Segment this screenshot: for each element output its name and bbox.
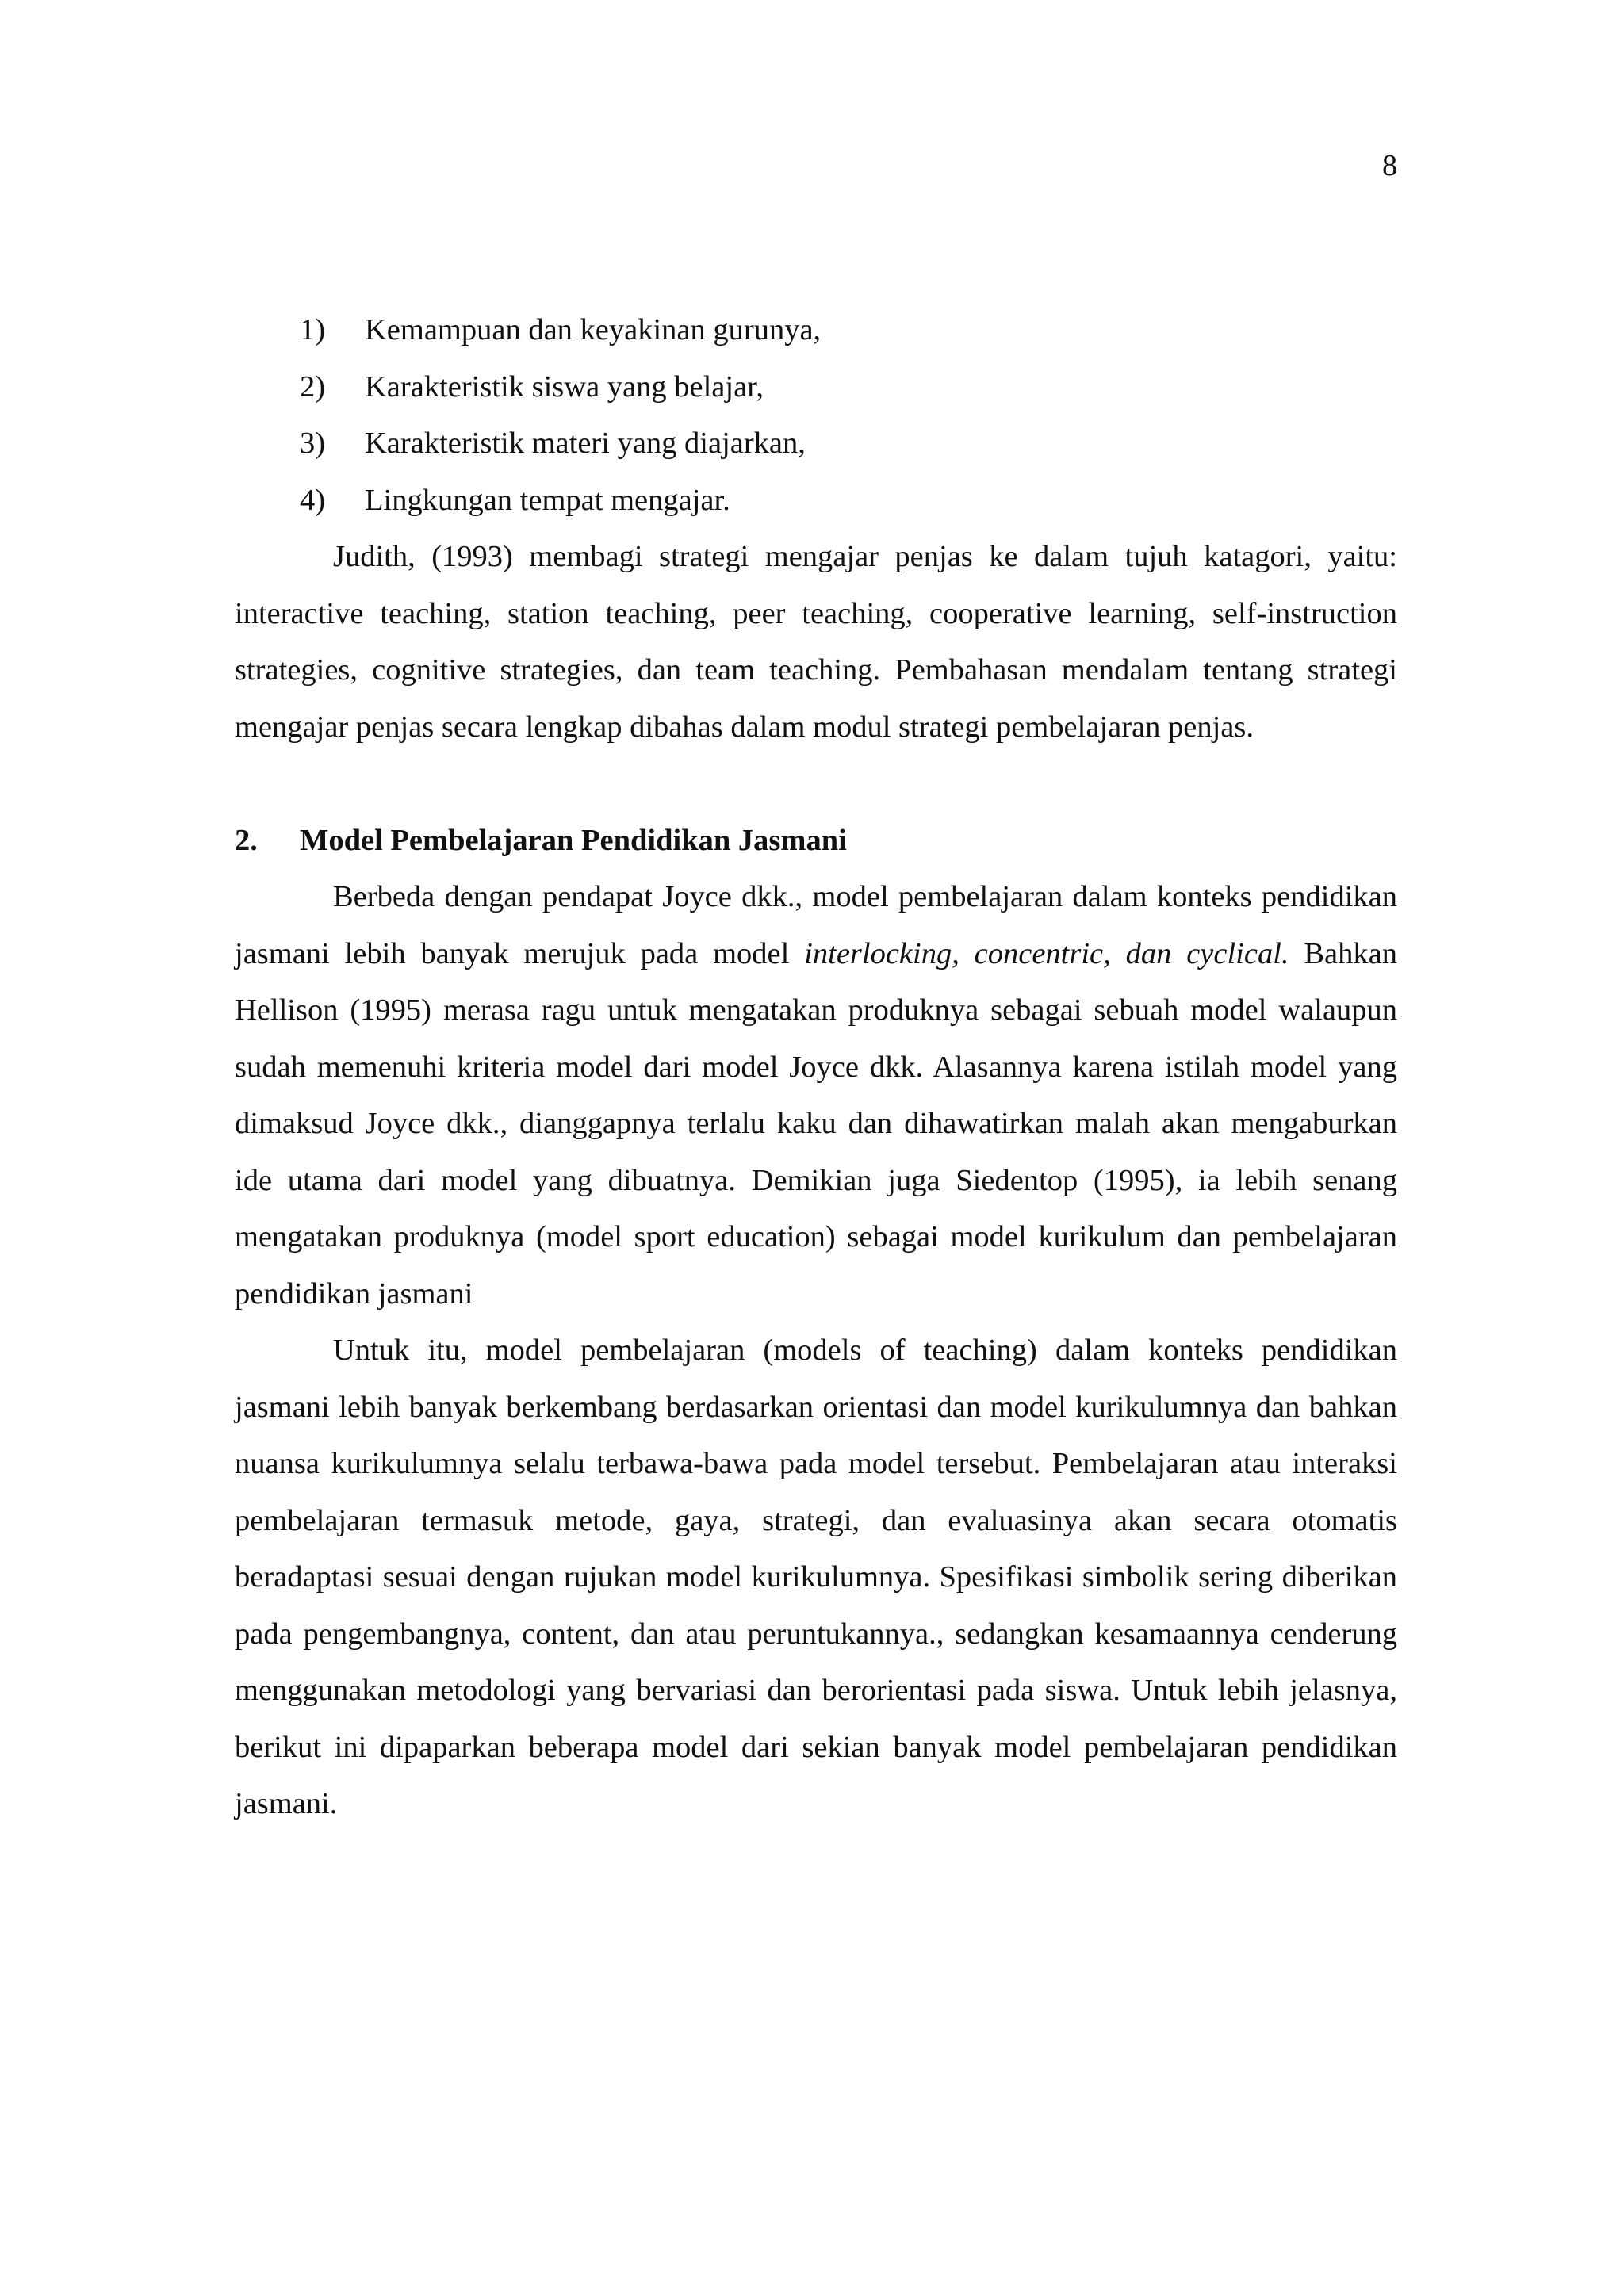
paragraph-untuk: Untuk itu, model pembelajaran (models of teaching) dalam konteks pendidikan jasmani lebih banyak berkembang berdasarkan orientasi dan model kurikulumnya dan bahkan nuansa kurikulumnya selalu terbawa-bawa pada model tersebut. Pembelajaran atau interaksi pembelajaran termasuk metode, gaya, strategi, dan evaluasinya akan secara otomatis beradaptasi sesuai dengan rujukan model kurikulumnya. Spesifikasi simbolik sering diberikan pada pengembangnya, content, dan atau peruntukannya., sedangkan kesamaannya cenderung menggunakan metodologi yang bervariasi dan berorientasi pada siswa. Untuk lebih jelasnya, berikut ini dipaparkan beberapa model dari sekian banyak model pembelajaran pendidikan jasmani. [235, 1334, 1397, 1820]
paragraph-berbeda-part1: Berbeda dengan pendapat Joyce dkk., model pembelajaran dalam konteks pendidikan jasmani lebih banyak merujuk pada model [235, 880, 1397, 970]
paragraph-berbeda-part2: Bahkan Hellison (1995) merasa ragu untuk mengatakan produknya sebagai sebuah model walaupun sudah memenuhi kriteria model dari model Joyce dkk. Alasannya karena istilah model yang dimaksud Joyce dkk., dianggapnya terlalu kaku dan dihawatirkan malah akan mengaburkan ide utama dari model yang dibuatnya. Demikian juga Siedentop (1995), ia lebih senang mengatakan produknya (model sport education) sebagai model kurikulum dan pembelajaran pendidikan jasmani [235, 936, 1397, 1311]
list-item-number: 4) [300, 483, 326, 517]
list-item-number: 2) [300, 369, 326, 404]
list-item [235, 359, 1397, 416]
list-item-number: 1) [300, 313, 326, 346]
section-number: 2. [235, 823, 258, 857]
list-item-number: 3) [300, 427, 326, 460]
section-title: Model Pembelajaran Pendidikan Jasmani [300, 823, 847, 857]
paragraph-berbeda [235, 869, 1397, 1322]
list-item-text: Lingkungan tempat mengajar. [365, 483, 730, 517]
page-content [235, 302, 1397, 1833]
list-item [235, 302, 1397, 359]
paragraph-judith: Judith, (1993) membagi strategi mengajar penjas ke dalam tujuh katagori, yaitu: interactive teaching, station teaching, peer teaching, cooperative learning, self-instruction strategies, cognitive strategies, dan team teaching. Pembahasan mendalam tentang strategi mengajar penjas secara lengkap dibahas dalam modul strategi pembelajaran penjas. [235, 540, 1397, 744]
list-item [235, 415, 1397, 473]
page-number: 8 [1382, 149, 1397, 182]
list-item-text: Kemampuan dan keyakinan gurunya, [365, 313, 822, 346]
list-item [235, 473, 1397, 530]
list-item-text: Karakteristik materi yang diajarkan, [365, 427, 806, 460]
numbered-list [235, 302, 1397, 529]
section-heading [235, 813, 1397, 870]
list-item-text: Karakteristik siswa yang belajar, [365, 369, 764, 404]
paragraph-berbeda-italic: interlocking, concentric, dan cyclical. [804, 936, 1289, 970]
